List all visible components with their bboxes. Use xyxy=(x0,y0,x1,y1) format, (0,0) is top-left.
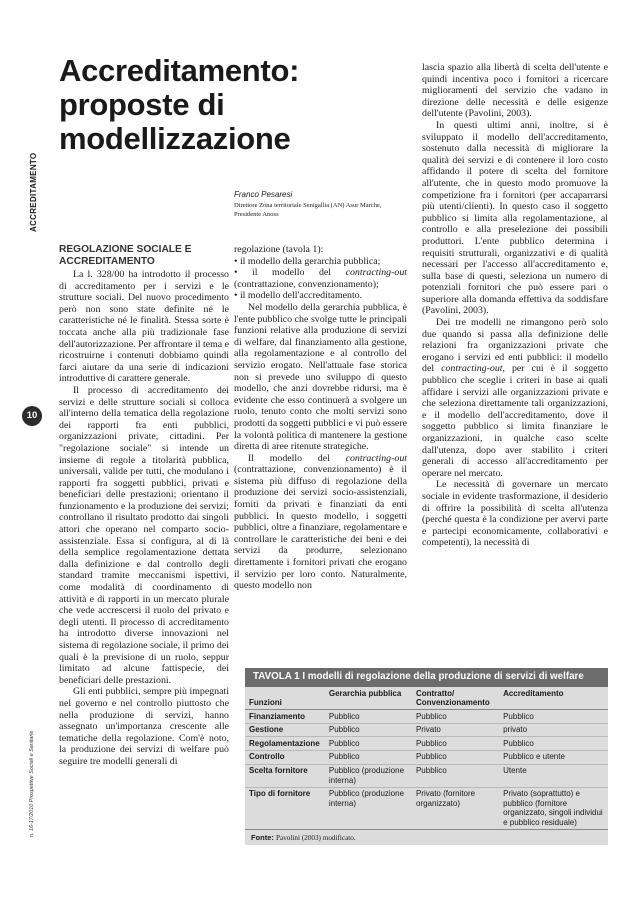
text-column-1 xyxy=(59,244,229,768)
table-cell: Finanziamento xyxy=(245,710,325,724)
table-cell: Pubblico xyxy=(325,710,412,724)
table-row xyxy=(245,764,608,787)
table-source-text: Pavolini (2003) modificato. xyxy=(276,834,356,843)
table-grid xyxy=(245,687,608,829)
paragraph: lascia spazio alla libertà di scelta dell'utente e quindi incentiva poco i fornitori a ricercare miglioramenti del servizio che vadano in direzione delle necessità e delle esigenze dell'utente (Pavolini, 2003). xyxy=(422,62,608,120)
table-row xyxy=(245,787,608,829)
table-cell: Privato (fornitore organizzato) xyxy=(412,787,499,829)
table-cell: Privato xyxy=(412,723,499,737)
paragraph-text: Dei tre modelli ne rimangono però solo due quando si passa alla definizione delle relazioni fra organizzazioni private che erogano i servizi ed enti pubblici: il modello del xyxy=(422,317,608,375)
table-cell: Pubblico (produzione interna) xyxy=(325,787,412,829)
table-header-cell: Funzioni xyxy=(245,687,325,710)
table-cell: Scelta fornitore xyxy=(245,764,325,787)
bullet-text: (contrattazione, convenzionamento); xyxy=(234,278,379,290)
table-header-cell: Gerarchia pubblica xyxy=(325,687,412,710)
paragraph-text-italic: contracting-out xyxy=(441,363,503,375)
bullet-item: • il modello della gerarchia pubblica; xyxy=(234,255,381,267)
bullet-text: il modello dell'accreditamento. xyxy=(239,290,363,302)
table-header-cell: Accreditamento xyxy=(499,687,608,710)
table-cell: Pubblico xyxy=(499,737,608,751)
table-cell: Pubblico xyxy=(325,737,412,751)
section-heading: REGOLAZIONE SOCIALE E ACCREDITAMENTO xyxy=(59,244,192,267)
bullet-item: • il modello dell'accreditamento. xyxy=(234,290,363,302)
paragraph xyxy=(422,317,608,479)
table-source-note xyxy=(245,829,608,845)
table-cell: Pubblico xyxy=(412,737,499,751)
page-number-badge: 10 xyxy=(22,406,42,426)
paragraph-text: , per cui è il soggetto pubblico che sceglie i criteri in base ai quali affidare i servizi alle organizzazioni private e che seleziona direttamente tali organizzazioni, e il modello dell'accreditamento, dove il soggetto pubblico si limita finanziare le organizzazioni, in qualche caso scelte dall'utenza, dopo aver stabilito i criteri generali di accesso all'accreditamento per operare nel mercato. xyxy=(422,363,608,479)
table-cell: Utente xyxy=(499,764,608,787)
table-row xyxy=(245,723,608,737)
bullet-text: il modello del xyxy=(252,267,346,279)
paragraph: Nel modello della gerarchia pubblica, è l'ente pubblico che svolge tutte le principali funzioni relative alla produzione di servizi di welfare, dal finanziamento alla gestione, alla regolamentazione e al controllo del servizio erogato. Nell'attuale fase storica non si prevede uno sviluppo di questo modello, che anzi dovrebbe ridursi, ma è evidente che esso continuerà a svolgere un ruolo, tenuto conto che molti servizi sono prodotti da soggetti pubblici e vi può essere la volontà politica di mantenere la gestione diretta di aree ritenute strategiche. xyxy=(234,301,407,453)
paragraph-text: Il modello del xyxy=(248,452,346,464)
table-row xyxy=(245,710,608,724)
table-cell: Privato (soprattutto) e pubblico (fornitore organizzato, singoli individui e pubblico residuale) xyxy=(499,787,608,829)
table-cell: privato xyxy=(499,723,608,737)
table-cell: Pubblico e utente xyxy=(499,750,608,764)
bullet-text: il modello della gerarchia pubblica; xyxy=(239,255,381,267)
table-title: TAVOLA 1 I modelli di regolazione della produzione di servizi di welfare xyxy=(245,668,608,687)
table-header-cell: Contratto/ Convenzionamento xyxy=(412,687,499,710)
author-role: Direttore Zona territoriale Senigallia (AN) Asur Marche, Presidente Anoss xyxy=(234,202,382,218)
bullet-item: • il modello del contracting-out (contrattazione, convenzionamento); xyxy=(234,267,407,290)
table-header-row xyxy=(245,687,608,710)
table-row xyxy=(245,750,608,764)
paragraph-text-italic: contracting-out xyxy=(345,452,407,464)
paragraph: Le necessità di governare un mercato sociale in evidente trasformazione, il desiderio di offrire la possibilità di scelta all'utenza (perché questa è la condizione per avervi parte e partecipi economicamente, collaborativi e competenti), la necessità di xyxy=(422,479,608,549)
table-cell: Controllo xyxy=(245,750,325,764)
table-cell: Pubblico xyxy=(499,710,608,724)
table-cell: Regolamentazione xyxy=(245,737,325,751)
paragraph: Gli enti pubblici, sempre più impegnati nel governo e nel controllo piuttosto che nella produzione di servizi, hanno assegnato un'importanza crescente alle tematiche della regolazione. Com'è noto, la produzione dei servizi di welfare può seguire tre modelli generali di xyxy=(59,686,229,767)
table-cell: Pubblico xyxy=(325,723,412,737)
author-name: Franco Pesaresi xyxy=(234,190,293,199)
text-column-2 xyxy=(234,244,407,592)
table-cell: Pubblico xyxy=(412,710,499,724)
table-source-label: Fonte: xyxy=(251,833,274,843)
table-cell: Tipo di fornitore xyxy=(245,787,325,829)
journal-name: n. 16-17/2010 Prospettive Sociali e Sanitarie xyxy=(29,730,35,837)
table-cell: Pubblico xyxy=(412,764,499,787)
paragraph: regolazione (tavola 1): xyxy=(234,244,324,255)
table-row xyxy=(245,737,608,751)
paragraph: Il processo di accreditamento dei servizi e delle strutture sociali si colloca all'interno della tematica della regolazione dei rapporti fra enti pubblici, organizzazioni private, cittadini. Per "regolazione sociale" si intende un insieme di regole a titolarità pubblica, universali, valide per tutti, che modulano i rapporti fra soggetti pubblici, privati e beneficiari delle prestazioni; orientano il funzionamento e la produzione dei servizi; controllano il risultato prodotto dai singoli attori che operano nel comparto socio-assistenziale. Essa si configura, al di là della semplice regolamentazione dettata dalla definizione e dal controllo degli standard tramite meccanismi ispettivi, come modalità di coordinamento di attività e di rapporti in un mercato plurale che vede accrescersi il ruolo del privato e degli utenti. Il processo di accreditamento ha introdotto diverse innovazioni nel sistema di regolazione sociale, il primo dei quali è la previsione di un ruolo, seppur limitato ad alcune fattispecie, dei beneficiari delle prestazioni. xyxy=(59,384,229,686)
author-block xyxy=(234,189,404,219)
table-cell: Pubblico xyxy=(412,750,499,764)
running-section-title: ACCREDITAMENTO xyxy=(29,152,38,232)
paragraph: In questi ultimi anni, inoltre, si è sviluppato il modello dell'accreditamento, sostenuto dalla necessità di migliorare la qualità dei servizi e di contenere il loro costo affidando il potere di scelta del fornitore all'utente, che in questo modo promuove la competizione fra i fornitori (per accaparrarsi più utenti/clienti). In questo caso il soggetto pubblico si limita alla regolamentazione, al controllo e alla preselezione dei possibili produttori. L'ente pubblico determina i requisiti strutturali, organizzativi e di qualità necessari per l'accesso all'accreditamento e, sulla base di questi, seleziona un numero di potenziali fornitori che può essere pari o superiore alla domanda effettiva da soddisfare (Pavolini, 2003). xyxy=(422,119,608,317)
regulation-models-table xyxy=(245,668,608,845)
journal-reference xyxy=(29,731,35,837)
article-title: Accreditamento: proposte di modellizzazione xyxy=(59,53,300,156)
paragraph xyxy=(234,453,407,592)
table-cell: Pubblico xyxy=(325,750,412,764)
table-cell: Pubblico (produzione interna) xyxy=(325,764,412,787)
text-column-3 xyxy=(422,62,608,549)
table-cell: Gestione xyxy=(245,723,325,737)
bullet-text-italic: contracting-out xyxy=(345,267,407,279)
paragraph: La l. 328/00 ha introdotto il processo di accreditamento per i servizi e le strutture sociali. Del nuovo procedimento però non sono state definite né le caratteristiche né le finalità. Stessa sorte è toccata anche alla più tradizionale fase dell'autorizzazione. Per affrontare il tema e ricostruirne i contenuti dobbiamo quindi farci aiutare da una serie di indicazioni introduttive di carattere generale. xyxy=(59,269,229,385)
paragraph-text: (contrattazione, convenzionamento) è il sistema più diffuso di regolazione della produzione dei servizi socio-assistenziali, forniti da privati e finanziati da enti pubblici. In questo modello, i soggetti pubblici, oltre a finanziare, regolamentare e controllare le caratteristiche dei beni e dei servizi da produrre, selezionano direttamente i fornitori privati che erogano il servizio per loro conto. Naturalmente, questo modello non xyxy=(234,464,407,592)
